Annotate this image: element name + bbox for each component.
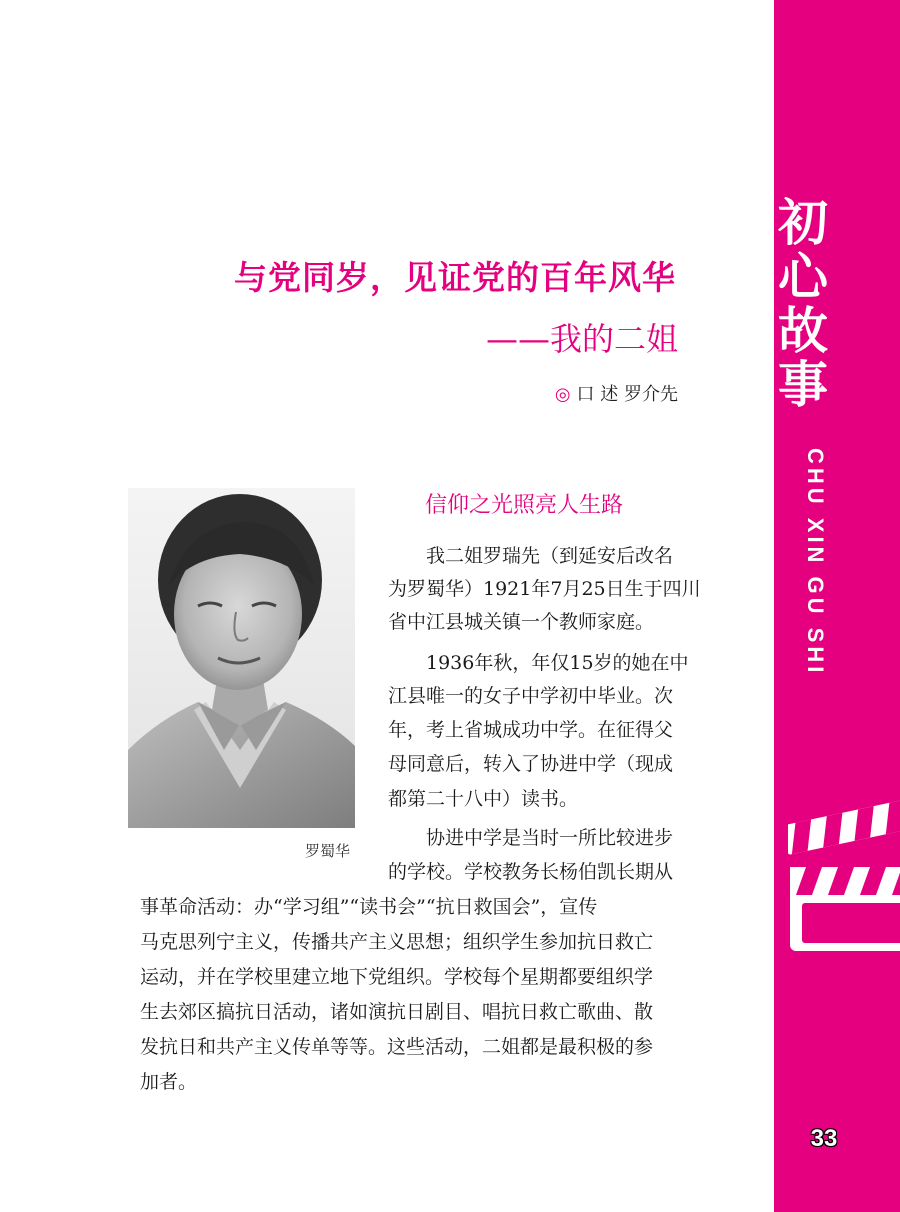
byline-mark: ◎ bbox=[554, 384, 571, 405]
body-line: 年，考上省城成功中学。在征得父 bbox=[388, 719, 674, 741]
section-title-char: 故 bbox=[778, 301, 828, 360]
body-line: 生去郊区搞抗日活动，诸如演抗日剧目、唱抗日救亡歌曲、散 bbox=[140, 1001, 654, 1023]
section-heading: 信仰之光照亮人生路 bbox=[425, 493, 624, 518]
body-line: 省中江县城关镇一个教师家庭。 bbox=[388, 611, 655, 633]
portrait-photo bbox=[128, 488, 355, 828]
article-subtitle: ——我的二姐 bbox=[485, 320, 678, 358]
section-title-char: 心 bbox=[778, 247, 828, 306]
body-line: 加者。 bbox=[140, 1071, 198, 1093]
body-line: 的学校。学校教务长杨伯凯长期从 bbox=[388, 861, 674, 883]
body-line: 都第二十八中）读书。 bbox=[388, 788, 579, 810]
body-line: 我二姐罗瑞先（到延安后改名 bbox=[426, 545, 674, 567]
body-line: 事革命活动：办“学习组”“读书会”“抗日救国会”，宣传 bbox=[140, 896, 598, 918]
body-line: 1936年秋，年仅15岁的她在中 bbox=[426, 652, 689, 674]
body-line: 运动，并在学校里建立地下党组织。学校每个星期都要组织学 bbox=[140, 966, 654, 988]
article-byline bbox=[430, 380, 678, 406]
section-title-char: 事 bbox=[778, 355, 828, 414]
body-line: 协进中学是当时一所比较进步 bbox=[426, 827, 674, 849]
article-title: 与党同岁，见证党的百年风华 bbox=[234, 258, 676, 297]
clapperboard-icon bbox=[788, 795, 900, 955]
body-line: 母同意后，转入了协进中学（现成 bbox=[388, 753, 674, 775]
body-line: 为罗蜀华）1921年7月25日生于四川 bbox=[388, 578, 701, 600]
body-line: 江县唯一的女子中学初中毕业。次 bbox=[388, 685, 674, 707]
photo-caption: 罗蜀华 bbox=[305, 842, 351, 860]
byline-text: 口 述 罗介先 bbox=[576, 384, 678, 405]
section-title-char: 初 bbox=[778, 193, 828, 252]
section-sidebar bbox=[774, 0, 900, 1212]
body-line: 发抗日和共产主义传单等等。这些活动，二姐都是最积极的参 bbox=[140, 1036, 654, 1058]
body-line: 马克思列宁主义，传播共产主义思想；组织学生参加抗日救亡 bbox=[140, 931, 654, 953]
page-number: 33 bbox=[810, 1125, 838, 1152]
section-title-vertical bbox=[772, 193, 834, 414]
section-pinyin: CHU XIN GU SHI bbox=[803, 448, 828, 677]
